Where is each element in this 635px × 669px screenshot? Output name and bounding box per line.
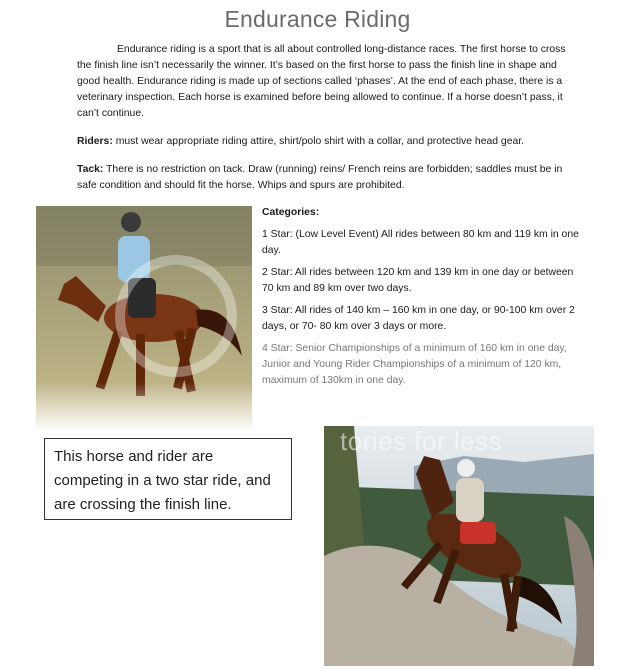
category-item: 4 Star: Senior Championships of a minimum of 160 km in one day, Junior and Young Rider Championships of a minimum of 120 km, maximum of 130km in one day.	[262, 343, 567, 386]
category-item: 1 Star: (Low Level Event) All rides between 80 km and 119 km in one day.	[262, 229, 579, 256]
intro-paragraph: Endurance riding is a sport that is all about controlled long-distance races. The first horse to cross the finish line isn’t necessarily the winner. It’s based on the first horse to pass the finish line in shape and good health. Endurance riding is made up of sections called ‘phases’. At the end of each phase, there is a veterinary inspection. Each horse is examined before being allowed to continue. If a horse doesn’t pass, it can’t continue.	[77, 44, 566, 119]
category-item: 2 Star: All rides between 120 km and 139 km in one day or between 70 km and 89 km over two days.	[262, 267, 574, 294]
tack-paragraph	[77, 162, 572, 194]
categories-heading: Categories:	[262, 207, 320, 218]
photo-caption-box: This horse and rider are competing in a two star ride, and are crossing the finish line.	[44, 438, 292, 520]
rider-finish-photo	[36, 206, 252, 432]
categories-list	[262, 205, 582, 395]
tack-text: There is no restriction on tack. Draw (running) reins/ French reins are forbidden; saddles must be in safe condition and should fit the horse. Whips and spurs are prohibited.	[77, 164, 563, 191]
category-item: 3 Star: All rides of 140 km – 160 km in one day, or 90-100 km over 2 days, or 70- 80 km over 3 days or more.	[262, 305, 575, 332]
riders-label: Riders:	[77, 136, 113, 147]
riders-paragraph	[77, 134, 572, 150]
watermark-text: tories for less	[340, 426, 503, 456]
riders-text: must wear appropriate riding attire, shirt/polo shirt with a collar, and protective head gear.	[112, 136, 525, 147]
page-title: Endurance Riding	[224, 6, 411, 32]
horse-climbing-photo	[324, 426, 594, 666]
tack-label: Tack:	[77, 164, 104, 175]
